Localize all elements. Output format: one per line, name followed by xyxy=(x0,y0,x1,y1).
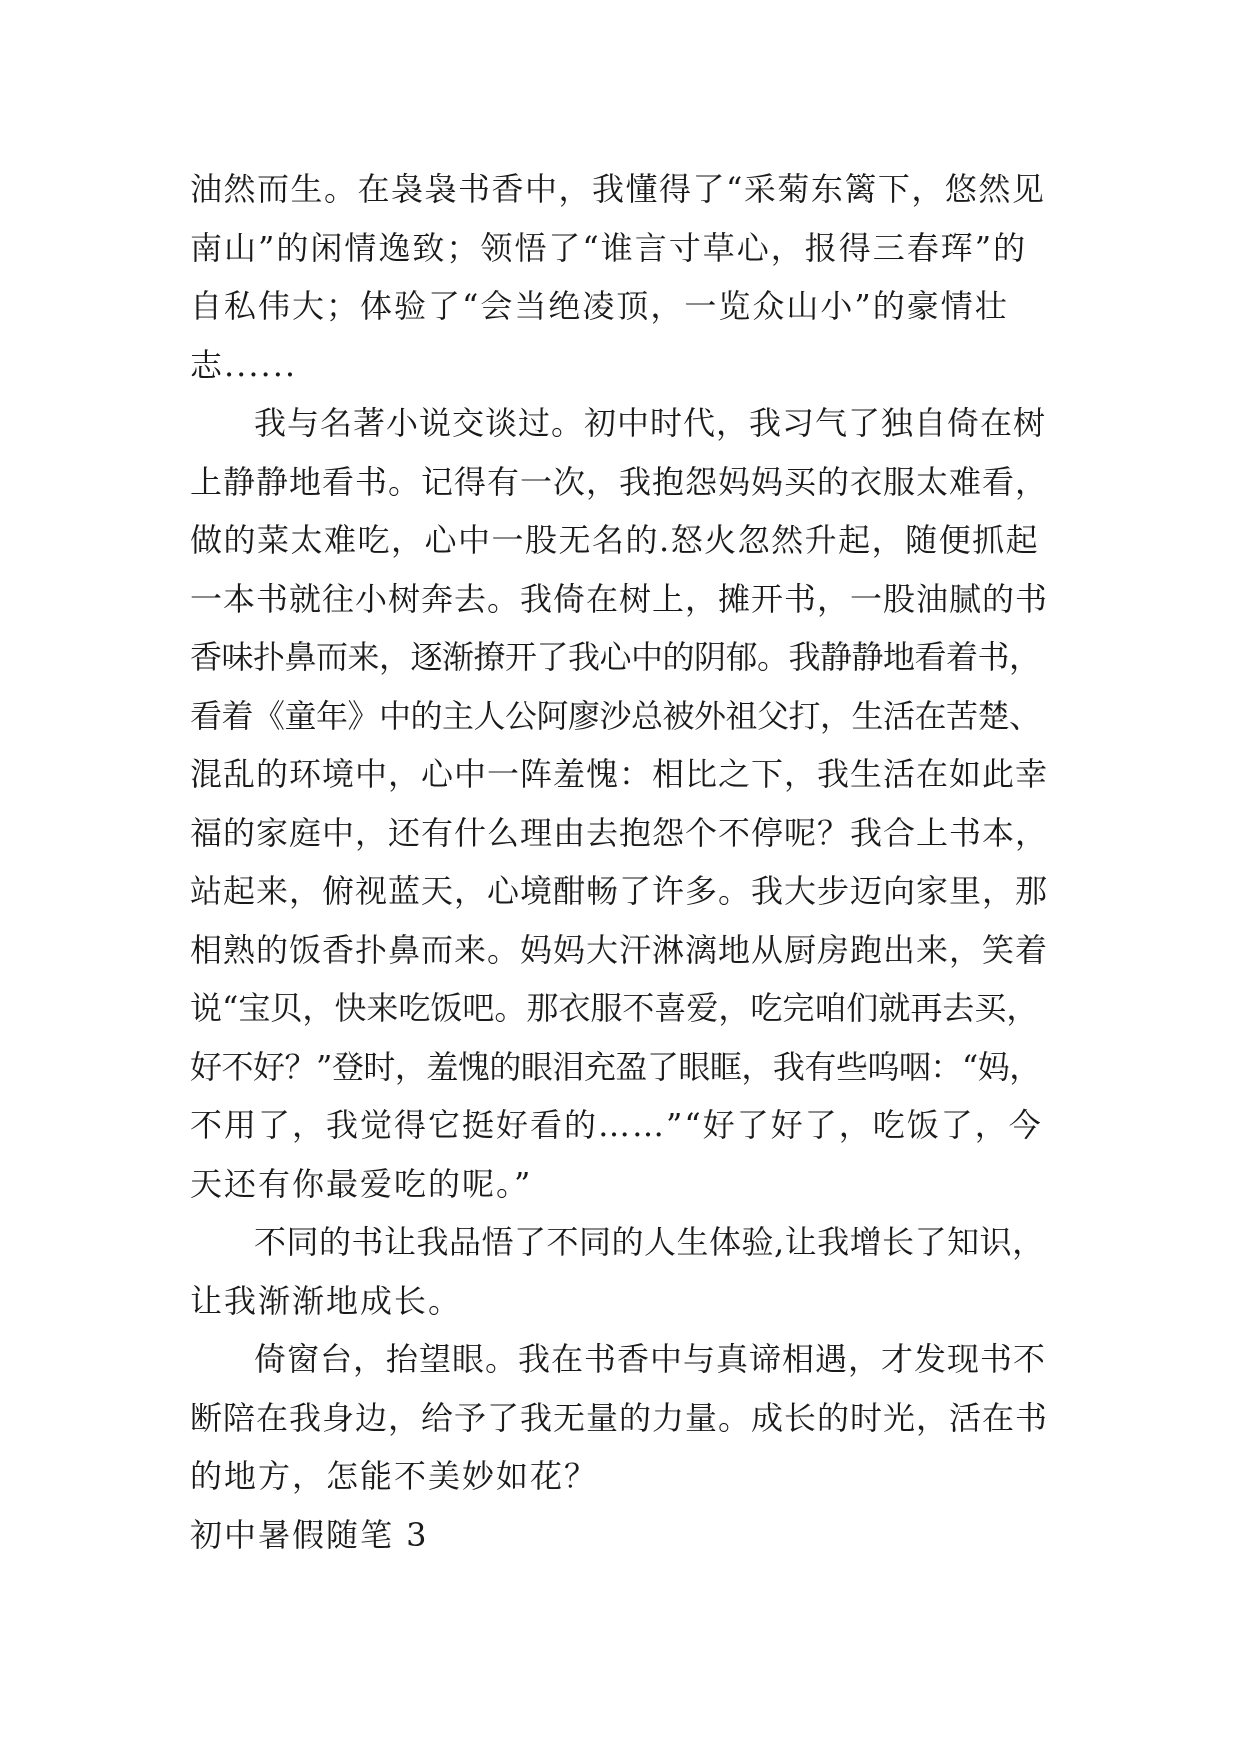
text-line: 福的家庭中，还有什么理由去抱怨个不停呢？我合上书本， xyxy=(190,813,1049,852)
paragraph-3 xyxy=(190,1213,1050,1330)
section-heading: 初中暑假随笔 3 xyxy=(190,1515,429,1554)
text-line: 志...... xyxy=(190,345,298,384)
text-line: 南山”的闲情逸致；领悟了“谁言寸草心，报得三春珲”的 xyxy=(190,228,1028,267)
text-line: 天还有你最爱吃的呢。” xyxy=(190,1164,533,1203)
text-line: 做的菜太难吃，心中一股无名的.怒火忽然升起，随便抓起 xyxy=(190,521,1040,559)
text-line: 我与名著小说交谈过。初中时代，我习气了独自倚在树 xyxy=(254,404,1047,442)
text-line: 好不好？”登时，羞愧的眼泪充盈了眼眶，我有些呜咽：“妈， xyxy=(190,1047,1041,1086)
paragraph-2 xyxy=(190,394,1050,1213)
text-line: 让我渐渐地成长。 xyxy=(190,1281,463,1320)
text-line: 倚窗台，抬望眼。我在书香中与真谛相遇，才发现书不 xyxy=(254,1340,1047,1378)
text-line: 断陪在我身边，给予了我无量的力量。成长的时光，活在书 xyxy=(190,1398,1049,1437)
text-line: 混乱的环境中，心中一阵羞愧：相比之下，我生活在如此幸 xyxy=(190,755,1049,793)
text-line: 香味扑鼻而来，逐渐撩开了我心中的阴郁。我静静地看着书， xyxy=(190,638,1041,676)
paragraph-1 xyxy=(190,160,1050,394)
text-line: 相熟的饭香扑鼻而来。妈妈大汗淋漓地从厨房跑出来，笑着 xyxy=(190,930,1049,969)
text-line: 站起来，俯视蓝天，心境酣畅了许多。我大步迈向家里，那 xyxy=(190,872,1049,910)
text-line: 自私伟大；体验了“会当绝凌顶，一览众山小”的豪情壮 xyxy=(190,287,1009,325)
text-line: 看着《童年》中的主人公阿廖沙总被外祖父打，生活在苦楚、 xyxy=(190,696,1041,735)
text-line: 一本书就往小树奔去。我倚在树上，摊开书，一股油腻的书 xyxy=(190,579,1049,618)
text-line: 说“宝贝，快来吃饭吧。那衣服不喜爱，吃完咱们就再去买， xyxy=(190,989,1039,1027)
document-body xyxy=(190,160,1050,1564)
text-line: 不用了，我觉得它挺好看的……”“好了好了，吃饭了，今 xyxy=(190,1106,1043,1144)
text-line: 油然而生。在袅袅书香中，我懂得了“采菊东篱下，悠然见 xyxy=(190,170,1046,208)
paragraph-4 xyxy=(190,1330,1050,1506)
text-line: 不同的书让我品悟了不同的人生体验,让我增长了知识， xyxy=(254,1223,1045,1261)
text-line: 的地方，怎能不美妙如花？ xyxy=(190,1457,599,1495)
text-line: 上静静地看书。记得有一次，我抱怨妈妈买的衣服太难看， xyxy=(190,462,1049,501)
